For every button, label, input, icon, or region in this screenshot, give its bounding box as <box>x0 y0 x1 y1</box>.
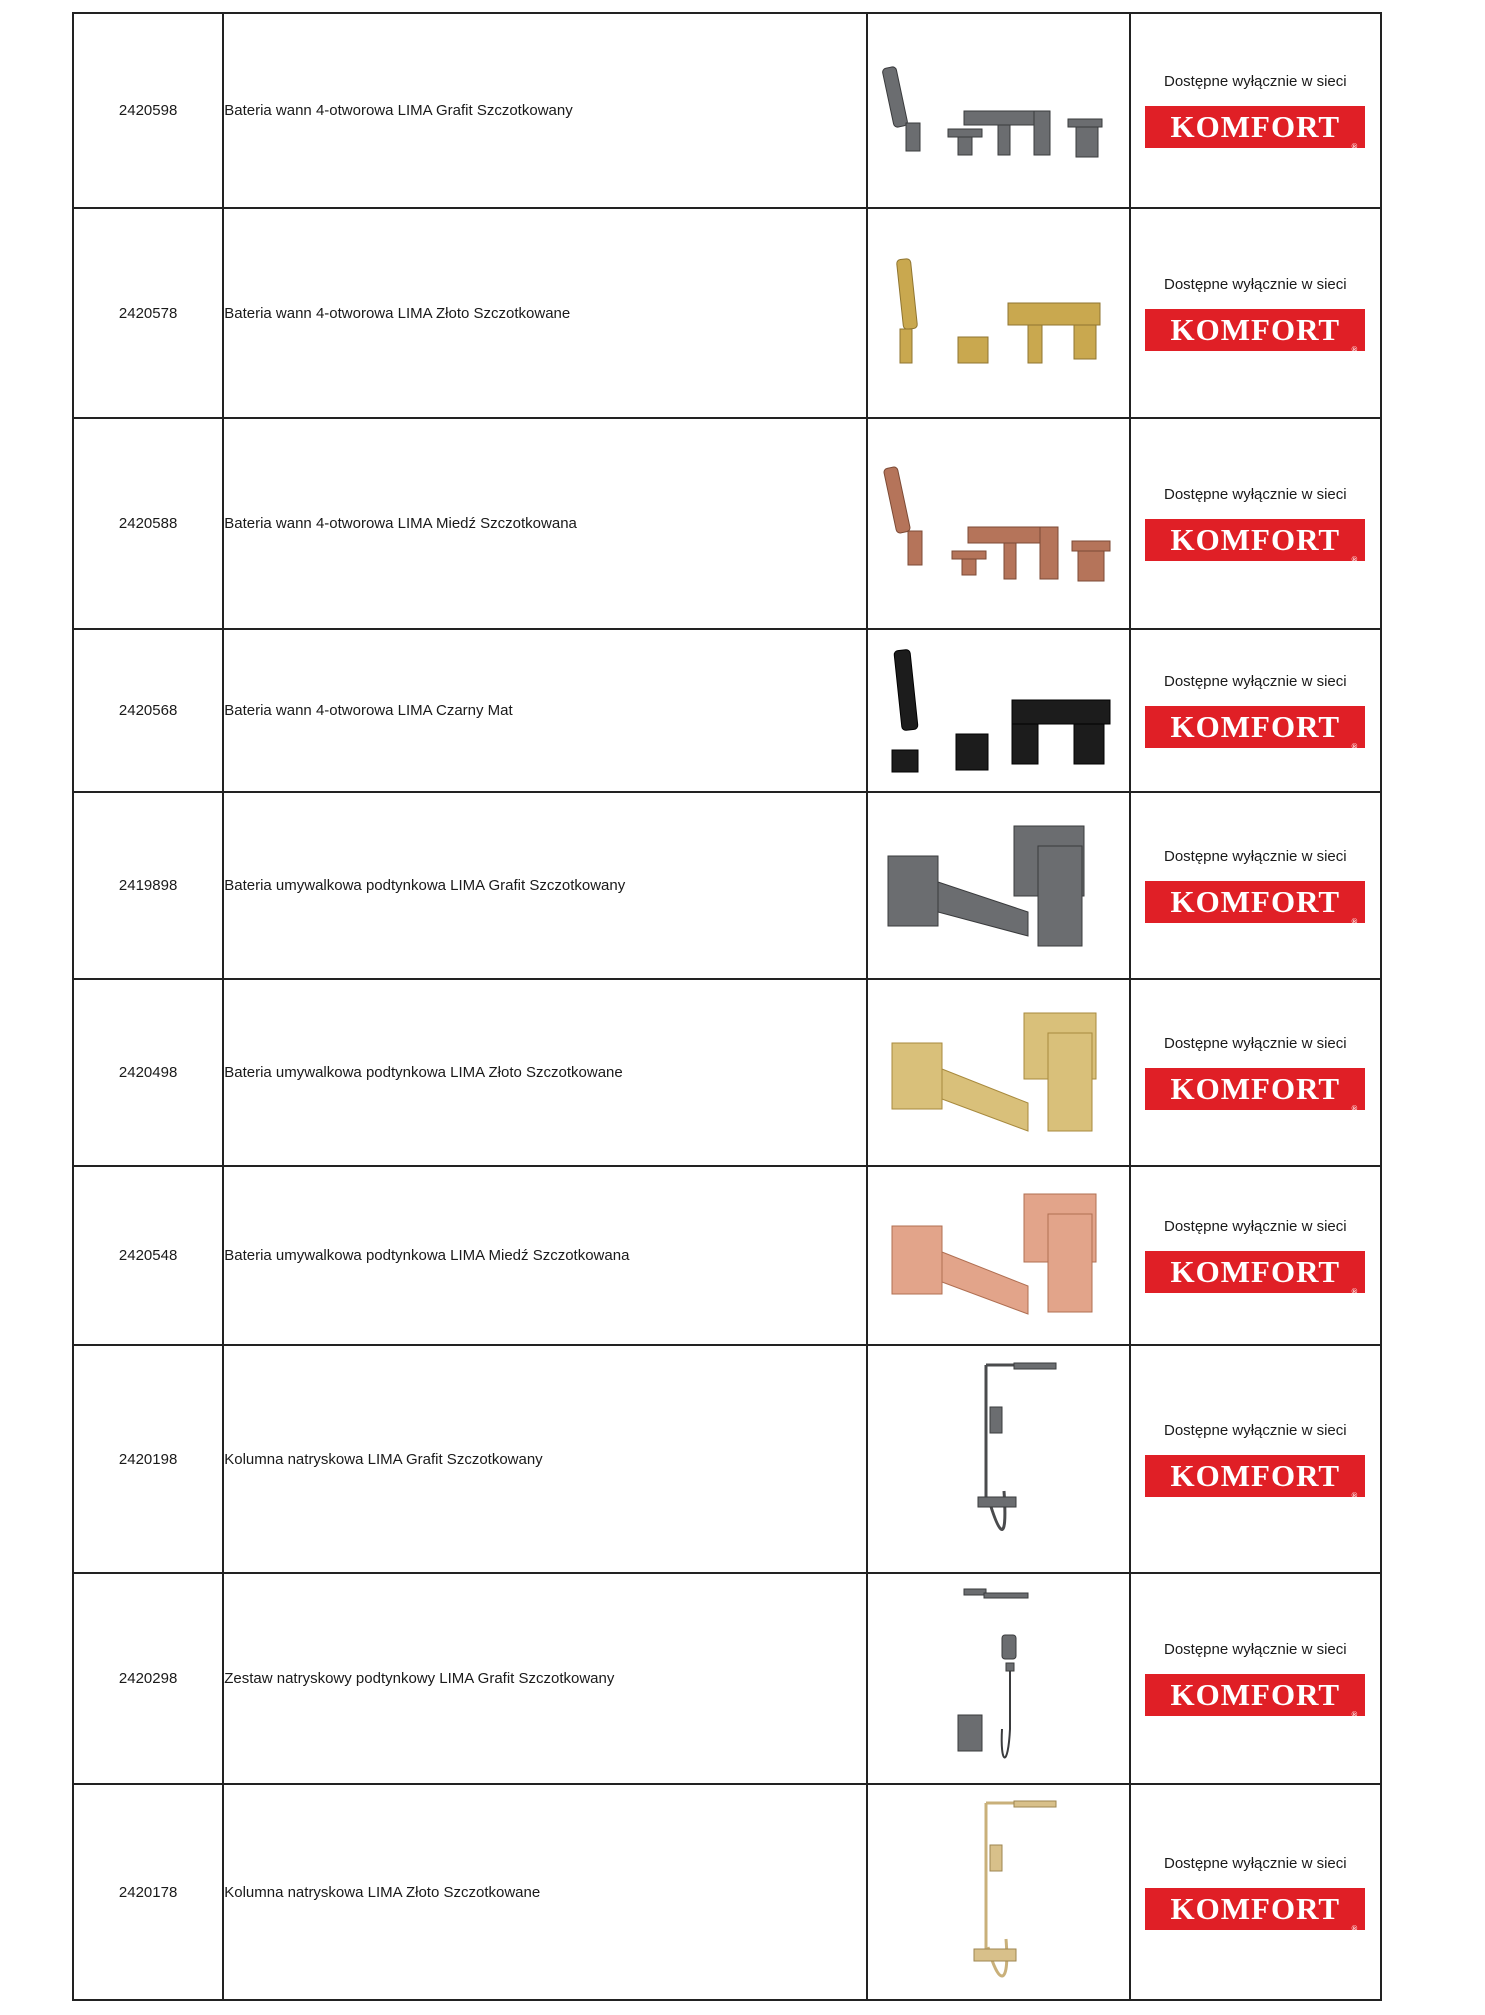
availability-text: Dostępne wyłącznie w sieci <box>1164 1854 1347 1872</box>
komfort-logo: KOMFORT ® <box>1145 519 1365 561</box>
availability-cell <box>1130 979 1381 1166</box>
table-row <box>73 629 1381 792</box>
bath-faucet-4hole-gold-icon <box>878 253 1118 373</box>
product-code: 2420178 <box>73 1784 223 2000</box>
product-code: 2420588 <box>73 418 223 629</box>
availability-cell <box>1130 1345 1381 1573</box>
komfort-logo: KOMFORT ® <box>1145 106 1365 148</box>
availability-text: Dostępne wyłącznie w sieci <box>1164 1035 1347 1052</box>
product-name: Bateria wann 4-otworowa LIMA Złoto Szczotkowane <box>223 208 867 418</box>
bath-faucet-4hole-black-icon <box>878 646 1118 776</box>
availability-text: Dostępne wyłącznie w sieci <box>1164 1218 1347 1235</box>
komfort-logo: KOMFORT ® <box>1145 1068 1365 1110</box>
availability-text: Dostępne wyłącznie w sieci <box>1164 1421 1347 1439</box>
product-name: Bateria wann 4-otworowa LIMA Grafit Szczotkowany <box>223 13 867 208</box>
product-name: Bateria umywalkowa podtynkowa LIMA Grafit Szczotkowany <box>223 792 867 979</box>
komfort-logo: KOMFORT ® <box>1145 1888 1365 1930</box>
availability-text: Dostępne wyłącznie w sieci <box>1164 486 1347 503</box>
table-row <box>73 792 1381 979</box>
concealed-shower-set-grafit-icon <box>878 1579 1118 1779</box>
product-name: Kolumna natryskowa LIMA Grafit Szczotkowany <box>223 1345 867 1573</box>
product-image <box>867 1573 1129 1784</box>
komfort-logo: KOMFORT ® <box>1145 1455 1365 1497</box>
komfort-logo: KOMFORT ® <box>1145 309 1365 351</box>
availability-cell <box>1130 1166 1381 1345</box>
komfort-logo: KOMFORT ® <box>1145 881 1365 923</box>
product-image <box>867 1345 1129 1573</box>
product-image <box>867 1166 1129 1345</box>
availability-cell <box>1130 13 1381 208</box>
product-code: 2420548 <box>73 1166 223 1345</box>
table-row <box>73 1784 1381 2000</box>
product-image <box>867 629 1129 792</box>
komfort-logo: KOMFORT ® <box>1145 1674 1365 1716</box>
wall-basin-mixer-copper-icon <box>878 1186 1118 1326</box>
availability-text: Dostępne wyłącznie w sieci <box>1164 848 1347 865</box>
table-row <box>73 208 1381 418</box>
product-code: 2420598 <box>73 13 223 208</box>
availability-cell <box>1130 418 1381 629</box>
product-code: 2419898 <box>73 792 223 979</box>
product-code: 2420198 <box>73 1345 223 1573</box>
table-row <box>73 1166 1381 1345</box>
table-row <box>73 979 1381 1166</box>
wall-basin-mixer-gold-icon <box>878 1003 1118 1143</box>
product-image <box>867 792 1129 979</box>
product-code: 2420498 <box>73 979 223 1166</box>
product-name: Bateria umywalkowa podtynkowa LIMA Złoto Szczotkowane <box>223 979 867 1166</box>
product-code: 2420298 <box>73 1573 223 1784</box>
availability-cell <box>1130 208 1381 418</box>
product-image <box>867 13 1129 208</box>
availability-cell <box>1130 629 1381 792</box>
product-name: Zestaw natryskowy podtynkowy LIMA Grafit Szczotkowany <box>223 1573 867 1784</box>
table-row <box>73 1573 1381 1784</box>
availability-cell <box>1130 1573 1381 1784</box>
availability-text: Dostępne wyłącznie w sieci <box>1164 673 1347 690</box>
product-name: Bateria umywalkowa podtynkowa LIMA Miedź Szczotkowana <box>223 1166 867 1345</box>
availability-text: Dostępne wyłącznie w sieci <box>1164 1641 1347 1658</box>
product-image <box>867 979 1129 1166</box>
shower-column-gold-icon <box>878 1789 1118 1995</box>
product-code: 2420578 <box>73 208 223 418</box>
komfort-logo: KOMFORT ® <box>1145 1251 1365 1293</box>
product-name: Bateria wann 4-otworowa LIMA Czarny Mat <box>223 629 867 792</box>
product-image <box>867 1784 1129 2000</box>
product-table <box>72 12 1382 2001</box>
shower-column-grafit-icon <box>878 1351 1118 1567</box>
availability-cell <box>1130 792 1381 979</box>
wall-basin-mixer-grafit-icon <box>878 816 1118 956</box>
product-image <box>867 208 1129 418</box>
bath-faucet-4hole-copper-icon <box>878 461 1118 586</box>
availability-text: Dostępne wyłącznie w sieci <box>1164 73 1347 90</box>
table-row <box>73 418 1381 629</box>
product-name: Kolumna natryskowa LIMA Złoto Szczotkowane <box>223 1784 867 2000</box>
availability-cell <box>1130 1784 1381 2000</box>
table-row <box>73 13 1381 208</box>
product-name: Bateria wann 4-otworowa LIMA Miedź Szczotkowana <box>223 418 867 629</box>
table-row <box>73 1345 1381 1573</box>
komfort-logo: KOMFORT ® <box>1145 706 1365 748</box>
product-image <box>867 418 1129 629</box>
product-code: 2420568 <box>73 629 223 792</box>
bath-faucet-4hole-grafit-icon <box>878 61 1118 161</box>
availability-text: Dostępne wyłącznie w sieci <box>1164 275 1347 293</box>
